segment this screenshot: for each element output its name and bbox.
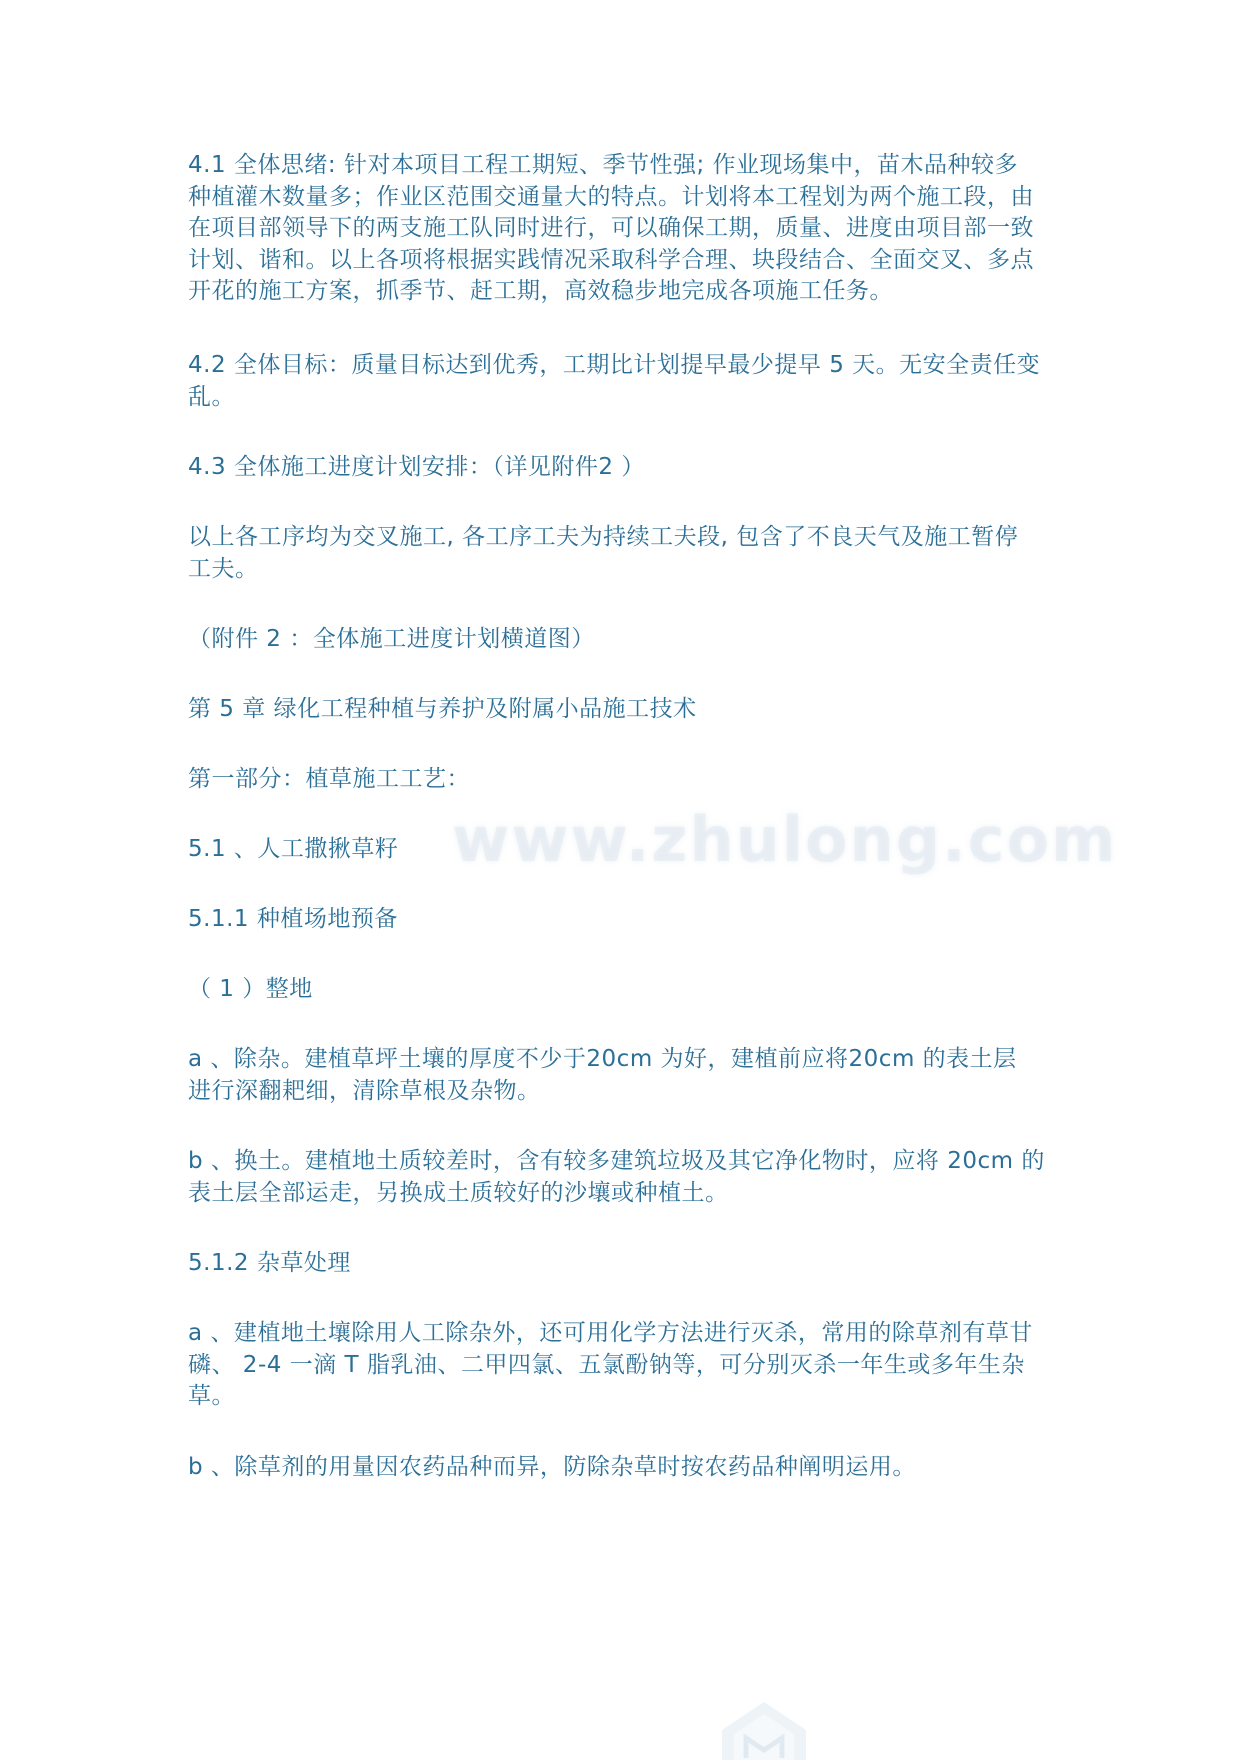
paragraph-4-1 — [188, 150, 1093, 308]
text-line: 开花的施工方案，抓季节、赶工期，高效稳步地完成各项施工任务。 — [188, 278, 893, 304]
part-1-heading — [188, 764, 1093, 796]
text-line: （ 1 ）整地 — [188, 976, 313, 1002]
text-line: 5.1 、人工撒揪草籽 — [188, 836, 399, 862]
watermark-logo-icon — [716, 1700, 812, 1760]
text-line: 第一部分：植草施工工艺： — [188, 766, 470, 792]
paragraph-schedule-note — [188, 522, 1093, 585]
text-line: 磷、 2-4 一滴 T 脂乳油、二甲四氯、五氯酚钠等，可分别灭杀一年生或多年生杂 — [188, 1351, 1025, 1378]
paragraph-attachment-2 — [188, 624, 1093, 656]
text-line: 4.2 全体目标：质量目标达到优秀，工期比计划提早最少提早 5 天。无安全责任变 — [188, 352, 1041, 378]
chapter-5-heading — [188, 694, 1093, 726]
text-line: 计划、谐和。以上各项将根据实践情况采取科学合理、块段结合、全面交叉、多点 — [188, 246, 1034, 273]
text-line: 种植灌木数量多；作业区范围交通量大的特点。计划将本工程划为两个施工段，由 — [188, 183, 1034, 210]
paragraph-b-herbicide-dosage — [188, 1452, 1093, 1484]
text-line: 以上各工序均为交叉施工, 各工序工夫为持续工夫段, 包含了不良天气及施工暂停 — [188, 524, 1019, 550]
section-5-1-1-heading — [188, 904, 1093, 936]
paragraph-a-weeding — [188, 1044, 1093, 1107]
section-5-1-2-heading — [188, 1248, 1093, 1280]
text-line: b 、除草剂的用量因农药品种而异，防除杂草时按农药品种阐明运用。 — [188, 1454, 916, 1480]
text-line: 乱。 — [188, 383, 235, 410]
text-line: 表土层全部运走，另换成土质较好的沙壤或种植土。 — [188, 1179, 729, 1206]
text-line: 在项目部领导下的两支施工队同时进行，可以确保工期，质量、进度由项目部一致 — [188, 215, 1034, 241]
text-line: a 、建植地土壤除用人工除杂外，还可用化学方法进行灭杀，常用的除草剂有草甘 — [188, 1320, 1033, 1346]
text-line: a 、除杂。建植草坪土壤的厚度不少于20cm 为好，建植前应将20cm 的表土层 — [188, 1046, 1017, 1072]
text-line: 5.1.1 种植场地预备 — [188, 906, 398, 932]
section-5-1-heading — [188, 834, 1093, 866]
text-line: 工夫。 — [188, 555, 259, 582]
paragraph-b-soil-replacement — [188, 1146, 1093, 1209]
watermark-text: www.zhulong.com — [452, 803, 1118, 876]
item-1-heading — [188, 974, 1093, 1006]
text-line: 进行深翻耙细，清除草根及杂物。 — [188, 1077, 541, 1104]
text-line: 4.3 全体施工进度计划安排：（详见附件2 ） — [188, 454, 645, 480]
text-line: 第 5 章 绿化工程种植与养护及附属小品施工技术 — [188, 696, 697, 722]
text-line: 5.1.2 杂草处理 — [188, 1250, 351, 1276]
text-line: b 、换土。建植地土质较差时，含有较多建筑垃圾及其它净化物时，应将 20cm 的 — [188, 1148, 1045, 1174]
text-line: （附件 2 ：全体施工进度计划横道图） — [188, 626, 595, 652]
text-line: 4.1 全体思绪: 针对本项目工程工期短、季节性强; 作业现场集中，苗木品种较多 — [188, 152, 1019, 178]
paragraph-4-2 — [188, 350, 1093, 413]
paragraph-a-chemical-weeding — [188, 1318, 1093, 1413]
paragraph-4-3 — [188, 452, 1093, 484]
text-line: 草。 — [188, 1383, 235, 1409]
